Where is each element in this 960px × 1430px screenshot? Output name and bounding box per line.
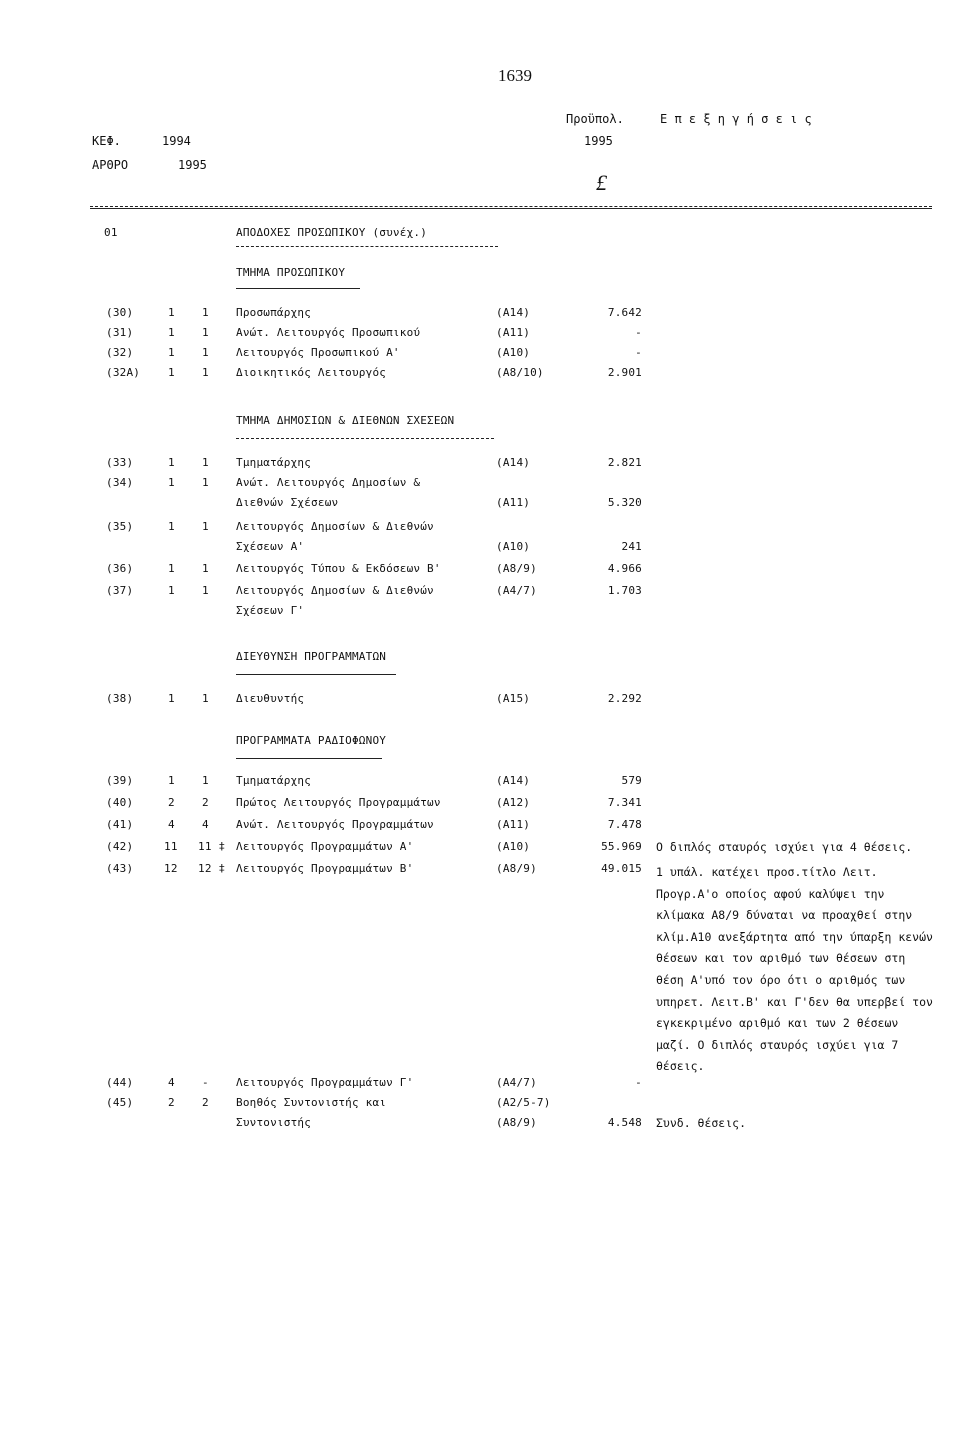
proypol-label: Προϋπολ. xyxy=(566,112,624,126)
proypol-year: 1995 xyxy=(584,134,613,148)
row-description: Πρώτος Λειτουργός Προγραμμάτων xyxy=(236,796,441,809)
row-code: (32Α) xyxy=(106,366,141,379)
header-rule-2 xyxy=(90,208,932,209)
row-amount: - xyxy=(635,346,642,359)
row-note: Ο διπλός σταυρός ισχύει για 4 θέσεις. xyxy=(656,840,913,854)
row-description: Διευθυντής xyxy=(236,692,305,705)
row-count-1994: 1 xyxy=(168,346,175,359)
row-amount: 7.478 xyxy=(607,818,642,831)
row-amount: 2.901 xyxy=(607,366,642,379)
row-description-cont: Σχέσεων Γ' xyxy=(236,604,305,617)
row-count-1995: 1 xyxy=(202,584,209,597)
row-amount: 2.292 xyxy=(607,692,642,705)
row-count-1994: 1 xyxy=(168,562,175,575)
row-scale: (Α14) xyxy=(496,774,531,787)
department-title: ΤΜΗΜΑ ΠΡΟΣΩΠΙΚΟΥ xyxy=(236,266,346,279)
section-title: ΑΠΟΔΟΧΕΣ ΠΡΟΣΩΠΙΚΟΥ (συνέχ.) xyxy=(236,226,428,239)
row-description: Λειτουργός Προγραμμάτων Β' xyxy=(236,862,414,875)
row-amount: 7.341 xyxy=(607,796,642,809)
row-description: Λειτουργός Δημοσίων & Διεθνών xyxy=(236,584,434,597)
row-count-1994: 1 xyxy=(168,520,175,533)
row-count-1994: 4 xyxy=(168,1076,175,1089)
row-count-1994: 1 xyxy=(168,476,175,489)
row-code: (45) xyxy=(106,1096,134,1109)
row-count-1994: 12 xyxy=(164,862,178,875)
row-count-1994: 2 xyxy=(168,796,175,809)
row-scale: (Α11) xyxy=(496,326,531,339)
row-amount: 55.969 xyxy=(601,840,642,853)
row-amount: 49.015 xyxy=(601,862,642,875)
row-scale: (Α11) xyxy=(496,818,531,831)
row-count-1994: 1 xyxy=(168,366,175,379)
row-note: 1 υπάλ. κατέχει προσ.τίτλο Λειτ. Προγρ.Α'ο οποίος αφού καλύψει την κλίμακα Α8/9 δύναται να προαχθεί στην κλίμ.Α10 ανεξάρτητα από την ύπαρξη κενών θέσεων και τον αριθμό των θέσεων στη θέση Α'υπό τον όρο ότι ο αριθμός των υπηρετ. Λειτ.Β' και Γ'δεν θα υπερβεί τον εγκεκριμένο αριθμό και των 2 θέσεων μαζί. Ο διπλός σταυρός ισχύει για 7 θέσεις. xyxy=(656,865,933,1074)
row-description-cont: Σχέσεων Α' xyxy=(236,540,305,553)
row-code: (44) xyxy=(106,1076,134,1089)
row-amount: 2.821 xyxy=(607,456,642,469)
row-scale: (Α8/9) xyxy=(496,562,537,575)
row-description: Λειτουργός Δημοσίων & Διεθνών xyxy=(236,520,434,533)
row-count-1994: 1 xyxy=(168,692,175,705)
row-description: Λειτουργός Προγραμμάτων Γ' xyxy=(236,1076,414,1089)
row-count-1994: 1 xyxy=(168,456,175,469)
row-count-1995: 1 xyxy=(202,346,209,359)
row-count-1995: 2 xyxy=(202,796,209,809)
row-count-1994: 4 xyxy=(168,818,175,831)
row-scale: (Α12) xyxy=(496,796,531,809)
section-code: 01 xyxy=(104,226,118,239)
row-description: Τμηματάρχης xyxy=(236,774,312,787)
row-amount: 4.548 xyxy=(607,1116,642,1129)
group-title: ΔΙΕΥΘΥΝΣΗ ΠΡΟΓΡΑΜΜΑΤΩΝ xyxy=(236,650,387,663)
row-count-1995: 1 xyxy=(202,326,209,339)
row-code: (36) xyxy=(106,562,134,575)
header-rule xyxy=(90,206,932,207)
row-count-1995: 1 xyxy=(202,692,209,705)
row-count-1994: 11 xyxy=(164,840,178,853)
row-code: (32) xyxy=(106,346,134,359)
row-description: Διοικητικός Λειτουργός xyxy=(236,366,387,379)
row-description: Ανώτ. Λειτουργός Προσωπικού xyxy=(236,326,421,339)
row-count-1995: 1 xyxy=(202,366,209,379)
group-title-underline xyxy=(236,758,382,759)
row-description: Βοηθός Συντονιστής και xyxy=(236,1096,387,1109)
row-code: (41) xyxy=(106,818,134,831)
row-scale: (Α10) xyxy=(496,346,531,359)
row-amount: 5.320 xyxy=(607,496,642,509)
row-code: (37) xyxy=(106,584,134,597)
row-count-1995: 1 xyxy=(202,306,209,319)
row-scale: (Α10) xyxy=(496,540,531,553)
row-code: (30) xyxy=(106,306,134,319)
row-scale: (Α4/7) xyxy=(496,584,537,597)
row-description: Ανώτ. Λειτουργός Δημοσίων & xyxy=(236,476,421,489)
row-scale: (Α8/10) xyxy=(496,366,544,379)
row-description: Λειτουργός Τύπου & Εκδόσεων Β' xyxy=(236,562,441,575)
row-code: (40) xyxy=(106,796,134,809)
row-scale: (Α2/5-7) xyxy=(496,1096,551,1109)
row-code: (38) xyxy=(106,692,134,705)
row-count-1995: 12 ‡ xyxy=(198,862,226,875)
row-scale: (Α4/7) xyxy=(496,1076,537,1089)
row-count-1994: 1 xyxy=(168,774,175,787)
row-count-1995: 2 xyxy=(202,1096,209,1109)
row-code: (34) xyxy=(106,476,134,489)
row-count-1995: 1 xyxy=(202,456,209,469)
row-count-1995: - xyxy=(202,1076,209,1089)
year-1995: 1995 xyxy=(178,158,207,172)
row-count-1995: 11 ‡ xyxy=(198,840,226,853)
row-count-1994: 2 xyxy=(168,1096,175,1109)
row-scale-2: (Α8/9) xyxy=(496,1116,537,1129)
row-description: Λειτουργός Προγραμμάτων Α' xyxy=(236,840,414,853)
row-amount: - xyxy=(635,326,642,339)
row-code: (42) xyxy=(106,840,134,853)
row-count-1994: 1 xyxy=(168,306,175,319)
row-code: (43) xyxy=(106,862,134,875)
row-note: Συνδ. θέσεις. xyxy=(656,1116,747,1130)
row-code: (33) xyxy=(106,456,134,469)
row-amount: 241 xyxy=(621,540,642,553)
row-description: Τμηματάρχης xyxy=(236,456,312,469)
row-scale: (Α14) xyxy=(496,456,531,469)
row-amount: - xyxy=(635,1076,642,1089)
row-count-1995: 1 xyxy=(202,562,209,575)
row-count-1995: 1 xyxy=(202,520,209,533)
row-description: Ανώτ. Λειτουργός Προγραμμάτων xyxy=(236,818,434,831)
row-scale: (Α8/9) xyxy=(496,862,537,875)
row-count-1994: 1 xyxy=(168,326,175,339)
row-count-1995: 1 xyxy=(202,774,209,787)
row-code: (31) xyxy=(106,326,134,339)
group-title-underline xyxy=(236,674,396,675)
section-title-underline xyxy=(236,246,498,247)
row-description: Προσωπάρχης xyxy=(236,306,312,319)
year-1994: 1994 xyxy=(162,134,191,148)
row-scale: (Α10) xyxy=(496,840,531,853)
row-description: Λειτουργός Προσωπικού Α' xyxy=(236,346,400,359)
row-description-cont: Συντονιστής xyxy=(236,1116,312,1129)
row-code: (39) xyxy=(106,774,134,787)
group-title-underline xyxy=(236,438,494,439)
row-amount: 4.966 xyxy=(607,562,642,575)
currency-symbol: £ xyxy=(596,170,607,195)
row-count-1995: 4 xyxy=(202,818,209,831)
page-number: 1639 xyxy=(498,66,532,85)
row-scale: (Α11) xyxy=(496,496,531,509)
row-description-cont: Διεθνών Σχέσεων xyxy=(236,496,339,509)
kef-label: ΚΕΦ. xyxy=(92,134,121,148)
group-title: ΠΡΟΓΡΑΜΜΑΤΑ ΡΑΔΙΟΦΩΝΟΥ xyxy=(236,734,387,747)
department-underline xyxy=(236,288,360,289)
explanations-label: Ε π ε ξ η γ ή σ ε ι ς xyxy=(660,112,812,126)
row-count-1995: 1 xyxy=(202,476,209,489)
row-amount: 579 xyxy=(621,774,642,787)
row-amount: 1.703 xyxy=(607,584,642,597)
row-count-1994: 1 xyxy=(168,584,175,597)
arthro-label: ΑΡΘΡΟ xyxy=(92,158,129,172)
row-code: (35) xyxy=(106,520,134,533)
row-scale: (Α15) xyxy=(496,692,531,705)
row-scale: (Α14) xyxy=(496,306,531,319)
row-amount: 7.642 xyxy=(607,306,642,319)
group-title: ΤΜΗΜΑ ΔΗΜΟΣΙΩΝ & ΔΙΕΘΝΩΝ ΣΧΕΣΕΩΝ xyxy=(236,414,455,427)
